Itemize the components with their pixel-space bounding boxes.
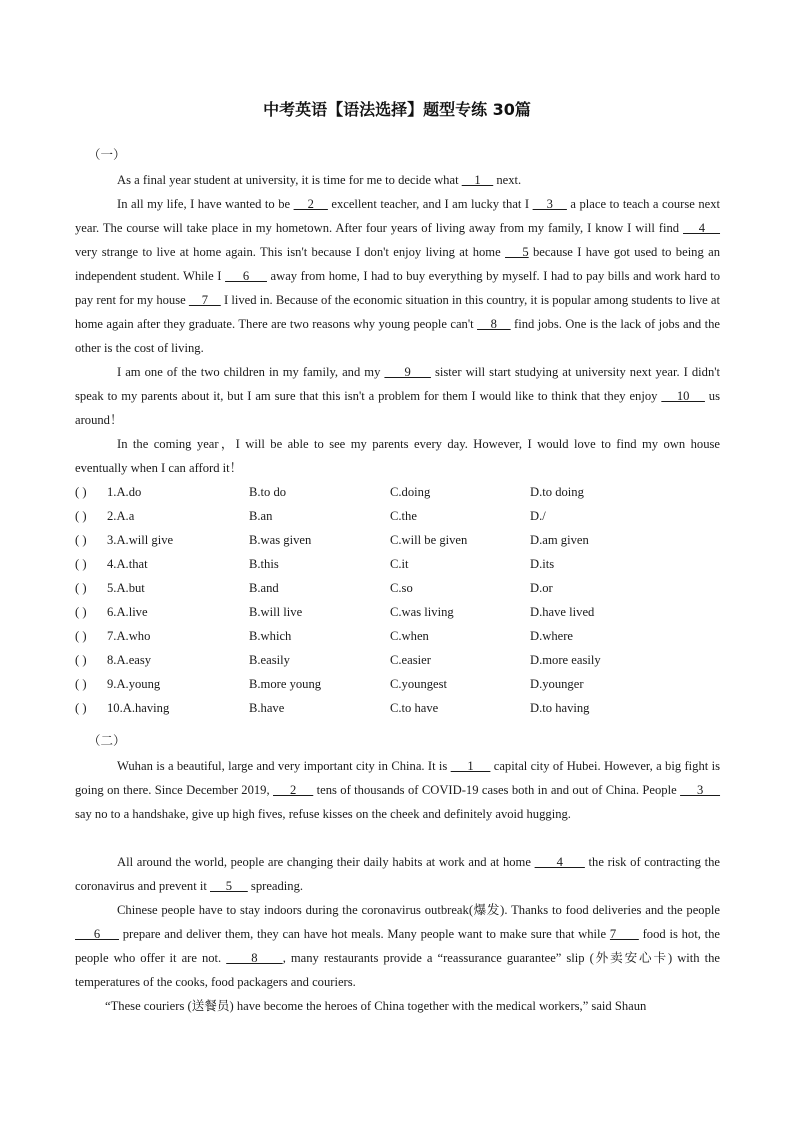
option-a: 10.A.having: [107, 701, 170, 715]
answer-paren[interactable]: ( ): [75, 605, 87, 619]
answer-paren[interactable]: ( ): [75, 557, 87, 571]
option-c: C.the: [390, 509, 417, 523]
blank-5[interactable]: 5: [505, 245, 529, 259]
blank-1[interactable]: 1: [461, 173, 494, 187]
option-b: B.was given: [249, 533, 312, 547]
answer-paren[interactable]: ( ): [75, 653, 87, 667]
question-1: [75, 480, 735, 504]
option-a: 6.A.live: [107, 605, 148, 619]
question-6: [75, 600, 735, 624]
option-a: 1.A.do: [107, 485, 142, 499]
option-c: C.was living: [390, 605, 454, 619]
option-c: C.easier: [390, 653, 431, 667]
option-b: B.this: [249, 557, 279, 571]
blank-10[interactable]: 10: [661, 389, 705, 403]
answer-paren[interactable]: ( ): [75, 485, 87, 499]
question-9: [75, 672, 735, 696]
option-a: 9.A.young: [107, 677, 161, 691]
blank-3[interactable]: 3: [680, 783, 721, 797]
s2-paragraph-4: “These couriers (送餐员) have become the heroes of China together with the medical workers,” said Shaun: [105, 999, 647, 1013]
page-title: 中考英语【语法选择】题型专练 30篇: [263, 100, 531, 119]
option-b: B.which: [249, 629, 292, 643]
blank-7[interactable]: 7: [188, 293, 221, 307]
option-b: B.more young: [249, 677, 322, 691]
option-a: 5.A.but: [107, 581, 145, 595]
blank-1[interactable]: 1: [450, 759, 491, 773]
s1-paragraph-1: As a final year student at university, it is time for me to decide what 1 next.: [117, 173, 522, 187]
blank-7[interactable]: 7: [609, 927, 639, 941]
s1-paragraph-3: I am one of the two children in my family, and my 9 sister will start studying at university next year. I didn't speak to my parents about it, but I am sure that this isn't a problem for them I would like to think that they enjoy 10 us around！: [75, 365, 721, 427]
question-4: [75, 552, 735, 576]
option-b: B.will live: [249, 605, 303, 619]
answer-paren[interactable]: ( ): [75, 581, 87, 595]
s2-paragraph-2: All around the world, people are changing their daily habits at work and at home 4 the risk of contracting the coronavirus and prevent it 5 spreading.: [75, 855, 720, 893]
option-d: D.its: [530, 557, 555, 571]
answer-paren[interactable]: ( ): [75, 629, 87, 643]
option-d: D.where: [530, 629, 574, 643]
option-d: D.have lived: [530, 605, 595, 619]
section-2-label: （二）: [88, 733, 126, 748]
option-d: D./: [530, 509, 546, 523]
option-c: C.when: [390, 629, 429, 643]
option-b: B.have: [249, 701, 285, 715]
option-a: 2.A.a: [107, 509, 135, 523]
option-b: B.an: [249, 509, 273, 523]
blank-8[interactable]: 8: [477, 317, 511, 331]
option-c: C.to have: [390, 701, 439, 715]
blank-6[interactable]: 6: [225, 269, 267, 283]
answer-paren[interactable]: ( ): [75, 533, 87, 547]
blank-5[interactable]: 5: [210, 879, 248, 893]
question-3: [75, 528, 735, 552]
blank-3[interactable]: 3: [532, 197, 567, 211]
option-a: 7.A.who: [107, 629, 151, 643]
answer-paren[interactable]: ( ): [75, 509, 87, 523]
blank-8[interactable]: 8: [226, 951, 283, 965]
question-7: [75, 624, 735, 648]
option-d: D.to doing: [530, 485, 584, 499]
option-c: C.it: [390, 557, 409, 571]
blank-2[interactable]: 2: [293, 197, 328, 211]
question-5: [75, 576, 735, 600]
blank-6[interactable]: 6: [75, 927, 119, 941]
s1-paragraph-2: In all my life, I have wanted to be 2 excellent teacher, and I am lucky that I 3 a place to teach a course next year. The course will take place in my hometown. After four years of living away from my family, I know I will find 4 very strange to live at home again. This isn't because I don't enjoy living at home 5 because I have got used to being an independent student. While I 6 away from home, I had to buy everything by myself. I had to pay bills and work hard to pay rent for my house 7 I lived in. Because of the economic situation in this country, it is popular among students to live at home again after they graduate. There are two reasons why young people can't 8 find jobs. One is the lack of jobs and the other is the cost of living.: [75, 197, 721, 355]
s2-paragraph-1: Wuhan is a beautiful, large and very important city in China. It is 1 capital city of Hubei. However, a big fight is going on there. Since December 2019, 2 tens of thousands of COVID-19 cases both in and out of China. People 3 say no to a handshake, give up high fives, refuse kisses on the cheek and definitely avoid hugging.: [75, 759, 721, 821]
option-a: 4.A.that: [107, 557, 148, 571]
option-c: C.so: [390, 581, 413, 595]
answer-paren[interactable]: ( ): [75, 701, 87, 715]
option-c: C.youngest: [390, 677, 448, 691]
question-8: [75, 648, 735, 672]
option-a: 8.A.easy: [107, 653, 152, 667]
option-a: 3.A.will give: [107, 533, 174, 547]
option-b: B.to do: [249, 485, 287, 499]
option-d: D.am given: [530, 533, 589, 547]
option-d: D.or: [530, 581, 553, 595]
s1-paragraph-4: In the coming year，I will be able to see my parents every day. However, I would love to find my own house eventually when I can afford it！: [75, 437, 720, 475]
blank-9[interactable]: 9: [384, 365, 431, 379]
option-d: D.younger: [530, 677, 584, 691]
blank-2[interactable]: 2: [273, 783, 314, 797]
question-2: [75, 504, 735, 528]
option-b: B.easily: [249, 653, 290, 667]
option-b: B.and: [249, 581, 279, 595]
s2-paragraph-3: Chinese people have to stay indoors during the coronavirus outbreak(爆发). Thanks to food deliveries and the people 6 prepare and deliver them, they can have hot meals. Many people want to make sure that while 7 food is hot, the people who offer it are not. 8 , many restaurants provide a “reassurance guarantee” slip (外卖安心卡) with the temperatures of the cooks, food packagers and couriers.: [75, 903, 721, 989]
answer-paren[interactable]: ( ): [75, 677, 87, 691]
option-d: D.to having: [530, 701, 590, 715]
blank-4[interactable]: 4: [534, 855, 585, 869]
blank-4[interactable]: 4: [683, 221, 721, 235]
section-1-label: （一）: [88, 147, 126, 162]
option-c: C.doing: [390, 485, 431, 499]
option-d: D.more easily: [530, 653, 601, 667]
question-10: [75, 696, 735, 720]
option-c: C.will be given: [390, 533, 468, 547]
